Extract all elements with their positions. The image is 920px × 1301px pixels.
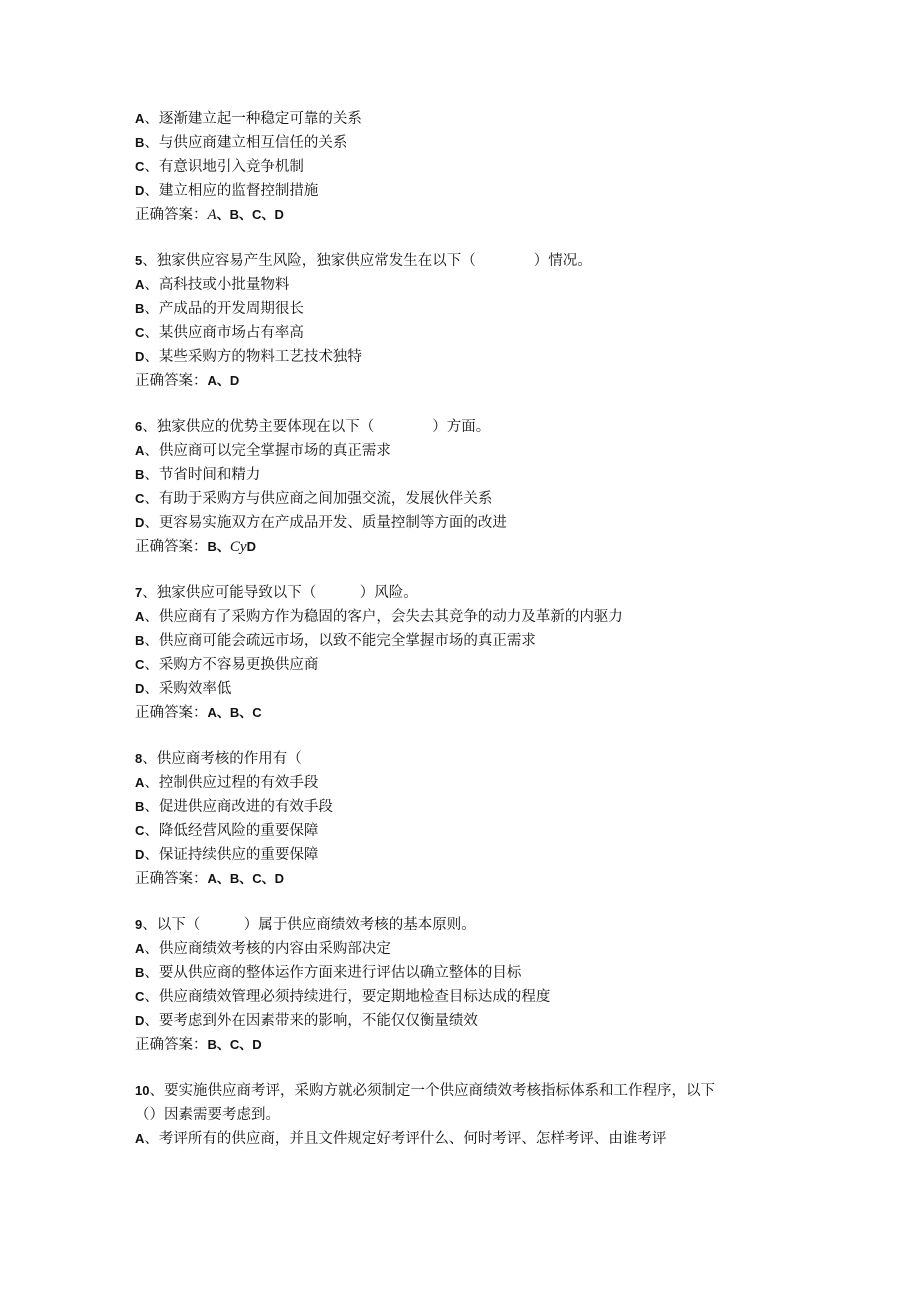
answer-label: 正确答案： <box>135 871 208 887</box>
option-c: C、有意识地引入竞争机制 <box>135 159 304 175</box>
option-a: A、供应商有了采购方作为稳固的客户，会失去其竞争的动力及革新的内驱力 <box>135 609 623 625</box>
option-b: B、与供应商建立相互信任的关系 <box>135 135 348 151</box>
correct-answer: 正确答案：B、CyD <box>135 539 256 555</box>
question-text: 8、供应商考核的作用有（ <box>135 751 302 767</box>
answer-label: 正确答案： <box>135 705 208 721</box>
option-a: A、控制供应过程的有效手段 <box>135 775 319 791</box>
option-d: D、采购效率低 <box>135 681 232 697</box>
correct-answer: 正确答案：A、B、C、D <box>135 871 285 887</box>
question-text: 6、独家供应的优势主要体现在以下（ ）方面。 <box>135 419 491 435</box>
option-d: D、建立相应的监督控制措施 <box>135 183 319 199</box>
option-d: D、保证持续供应的重要保障 <box>135 847 319 863</box>
option-b: B、促进供应商改进的有效手段 <box>135 799 333 815</box>
option-b: B、供应商可能会疏远市场，以致不能完全掌握市场的真正需求 <box>135 633 536 649</box>
question-text-continued: （）因素需要考虑到。 <box>135 1107 280 1123</box>
question-text: 10、要实施供应商考评，采购方就必须制定一个供应商绩效考核指标体系和工作程序，以下 <box>135 1083 715 1099</box>
option-c: C、某供应商市场占有率高 <box>135 325 304 341</box>
option-a: A、供应商可以完全掌握市场的真正需求 <box>135 443 391 459</box>
question-block-6 <box>135 415 775 559</box>
question-block-8 <box>135 747 775 891</box>
option-c: C、降低经营风险的重要保障 <box>135 823 319 839</box>
option-a: A、供应商绩效考核的内容由采购部决定 <box>135 941 391 957</box>
question-text: 5、独家供应容易产生风险，独家供应常发生在以下（ ）情况。 <box>135 253 592 269</box>
answer-label: 正确答案： <box>135 1037 208 1053</box>
question-block-5 <box>135 249 775 393</box>
correct-answer: 正确答案：A、D <box>135 373 240 389</box>
question-block-9 <box>135 913 775 1057</box>
option-d: D、某些采购方的物料工艺技术独特 <box>135 349 362 365</box>
option-d: D、要考虑到外在因素带来的影响，不能仅仅衡量绩效 <box>135 1013 478 1029</box>
document-page <box>135 107 775 1151</box>
question-block-7 <box>135 581 775 725</box>
option-c: C、采购方不容易更换供应商 <box>135 657 319 673</box>
answer-label: 正确答案： <box>135 207 208 223</box>
option-a: A、高科技或小批量物料 <box>135 277 290 293</box>
question-text: 7、独家供应可能导致以下（ ）风险。 <box>135 585 418 601</box>
answer-label: 正确答案： <box>135 539 208 555</box>
option-a: A、逐渐建立起一种稳定可靠的关系 <box>135 111 362 127</box>
question-text: 9、以下（ ）属于供应商绩效考核的基本原则。 <box>135 917 476 933</box>
option-b: B、要从供应商的整体运作方面来进行评估以确立整体的目标 <box>135 965 522 981</box>
option-c: C、供应商绩效管理必须持续进行，要定期地检查目标达成的程度 <box>135 989 551 1005</box>
answer-label: 正确答案： <box>135 373 208 389</box>
question-block-4 <box>135 107 775 227</box>
option-b: B、产成品的开发周期很长 <box>135 301 304 317</box>
option-a: A、考评所有的供应商，并且文件规定好考评什么、何时考评、怎样考评、由谁考评 <box>135 1131 667 1147</box>
option-d: D、更容易实施双方在产成品开发、质量控制等方面的改进 <box>135 515 507 531</box>
correct-answer: 正确答案：A、B、C <box>135 705 262 721</box>
option-b: B、节省时间和精力 <box>135 467 261 483</box>
option-c: C、有助于采购方与供应商之间加强交流，发展伙伴关系 <box>135 491 493 507</box>
correct-answer: 正确答案：A、B、C、D <box>135 207 284 223</box>
correct-answer: 正确答案：B、C、D <box>135 1037 262 1053</box>
question-block-10 <box>135 1079 775 1151</box>
